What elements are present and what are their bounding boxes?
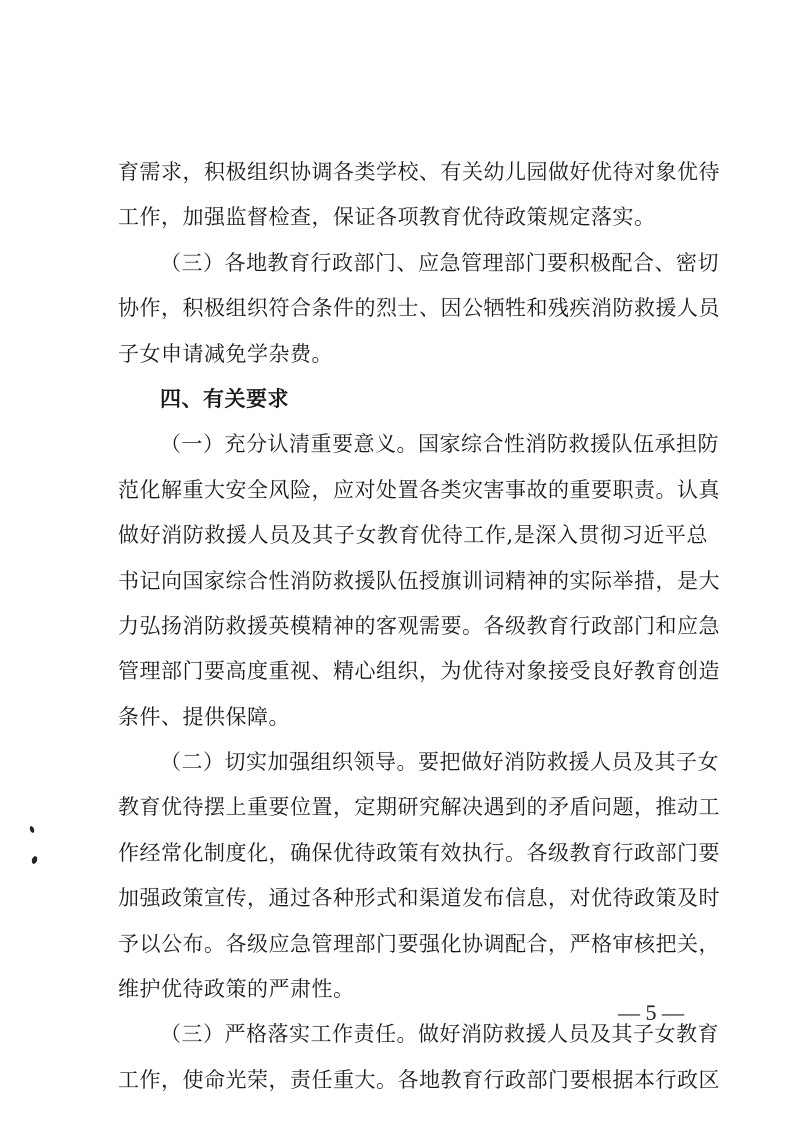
text-line: 维护优待政策的严肃性。: [118, 977, 355, 1002]
text-line: 作经常化制度化，确保优待政策有效执行。各级教育行政部门要: [118, 840, 720, 865]
page-number: — 5 —: [618, 1000, 684, 1025]
text-line: 书记向国家综合性消防救援队伍授旗训词精神的实际举措，是大: [118, 568, 720, 593]
text-line: 做好消防救援人员及其子女教育优待工作,是深入贯彻习近平总: [118, 523, 708, 548]
body-text: [118, 150, 720, 1103]
text-line: 予以公布。各级应急管理部门要强化协调配合，严格审核把关，: [118, 931, 720, 956]
section-heading: 四、有关要求: [160, 386, 289, 411]
text-line: 管理部门要高度重视、精心组织，为优待对象接受良好教育创造: [118, 659, 720, 684]
text-line: 子女申请减免学杂费。: [118, 341, 333, 366]
text-line: （三）严格落实工作责任。做好消防救援人员及其子女教育: [160, 1022, 719, 1047]
text-line: 育需求，积极组织协调各类学校、有关幼儿园做好优待对象优待: [118, 160, 720, 184]
binding-hole-mark: [31, 855, 38, 864]
text-line: 协作，积极组织符合条件的烈士、因公牺牲和残疾消防救援人员: [118, 296, 720, 321]
text-line: 范化解重大安全风险，应对处置各类灾害事故的重要职责。认真: [118, 477, 720, 502]
text-line: （二）切实加强组织领导。要把做好消防救援人员及其子女: [160, 750, 719, 775]
text-line: 条件、提供保障。: [118, 704, 290, 729]
text-line: 工作，加强监督检查，保证各项教育优待政策规定落实。: [118, 205, 656, 230]
text-line: 力弘扬消防救援英模精神的客观需要。各级教育行政部门和应急: [118, 613, 720, 638]
text-line: 教育优待摆上重要位置，定期研究解决遇到的矛盾问题，推动工: [118, 795, 720, 820]
binding-hole-mark: [29, 826, 35, 834]
text-line: （三）各地教育行政部门、应急管理部门要积极配合、密切: [160, 250, 719, 275]
text-line: （一）充分认清重要意义。国家综合性消防救援队伍承担防: [160, 432, 719, 457]
text-line: 加强政策宣传，通过各种形式和渠道发布信息，对优待政策及时: [118, 886, 720, 911]
text-line: 工作，使命光荣，责任重大。各地教育行政部门要根据本行政区: [118, 1067, 720, 1092]
